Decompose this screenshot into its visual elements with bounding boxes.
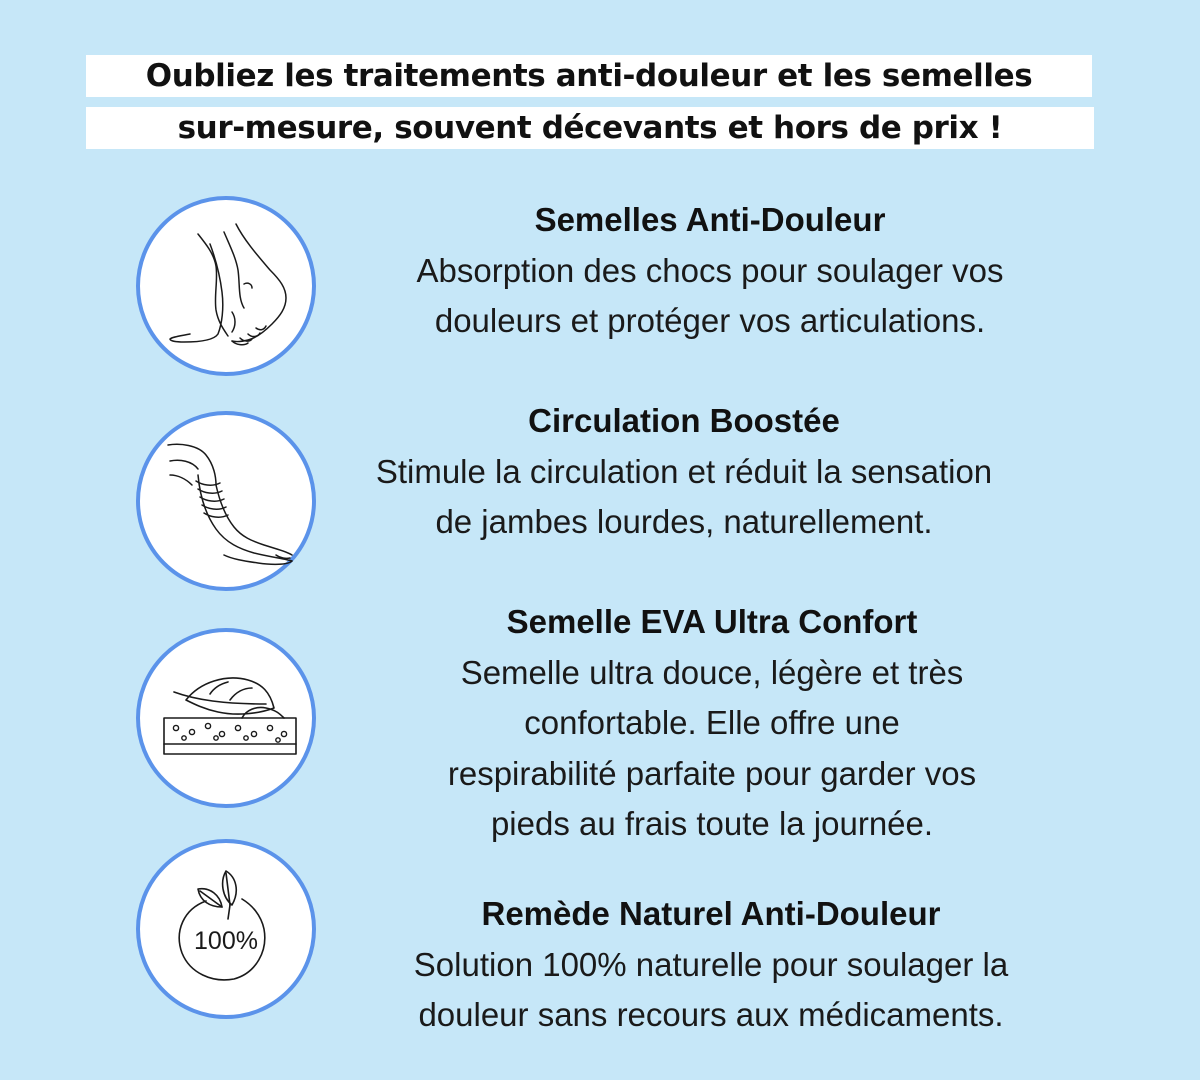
headline-line-2: [86, 107, 1094, 149]
feature-title-2: Circulation Boostée: [528, 402, 840, 439]
compression-leg-icon: [140, 415, 312, 587]
headline-line-1: [86, 55, 1092, 97]
feature-title-1: Semelles Anti-Douleur: [534, 201, 886, 238]
headline-text-2: sur-mesure, souvent décevants et hors de prix !: [177, 110, 1003, 146]
feature-title-4: Remède Naturel Anti-Douleur: [481, 895, 941, 932]
headline-text-1: Oubliez les traitements anti-douleur et les semelles: [145, 58, 1033, 94]
feature-block-4: [378, 889, 1044, 1041]
feet-icon-circle: [136, 196, 316, 376]
feature-desc-1-line-2: douleurs et protéger vos articulations.: [434, 302, 986, 339]
feature-desc-2-line-1: Stimule la circulation et réduit la sensation: [375, 452, 993, 490]
feature-desc-3-line-3: respirabilité parfaite pour garder vos: [447, 754, 977, 792]
feet-icon: [140, 200, 312, 372]
natural-100-badge-text: 100%: [194, 927, 258, 955]
foam-leaf-icon-circle: [136, 628, 316, 808]
feature-block-1: [372, 195, 1048, 347]
feature-desc-4-line-1: Solution 100% naturelle pour soulager la: [413, 945, 1009, 983]
feature-desc-2-line-2: de jambes lourdes, naturellement.: [435, 503, 933, 540]
feature-desc-3-line-4: pieds au frais toute la journée.: [490, 805, 934, 842]
feature-desc-3-line-1: Semelle ultra douce, légère et très: [460, 653, 964, 691]
feature-desc-4-line-2: douleur sans recours aux médicaments.: [418, 996, 1004, 1033]
natural-100-icon: [140, 843, 312, 1015]
feature-block-3: [402, 597, 1022, 850]
feature-block-2: [330, 396, 1038, 548]
feature-title-3: Semelle EVA Ultra Confort: [506, 603, 918, 640]
feature-desc-1-line-1: Absorption des chocs pour soulager vos: [416, 251, 1004, 289]
natural-100-icon-circle: [136, 839, 316, 1019]
foam-leaf-icon: [140, 632, 312, 804]
feature-desc-3-line-2: confortable. Elle offre une: [524, 704, 900, 741]
compression-leg-icon-circle: [136, 411, 316, 591]
